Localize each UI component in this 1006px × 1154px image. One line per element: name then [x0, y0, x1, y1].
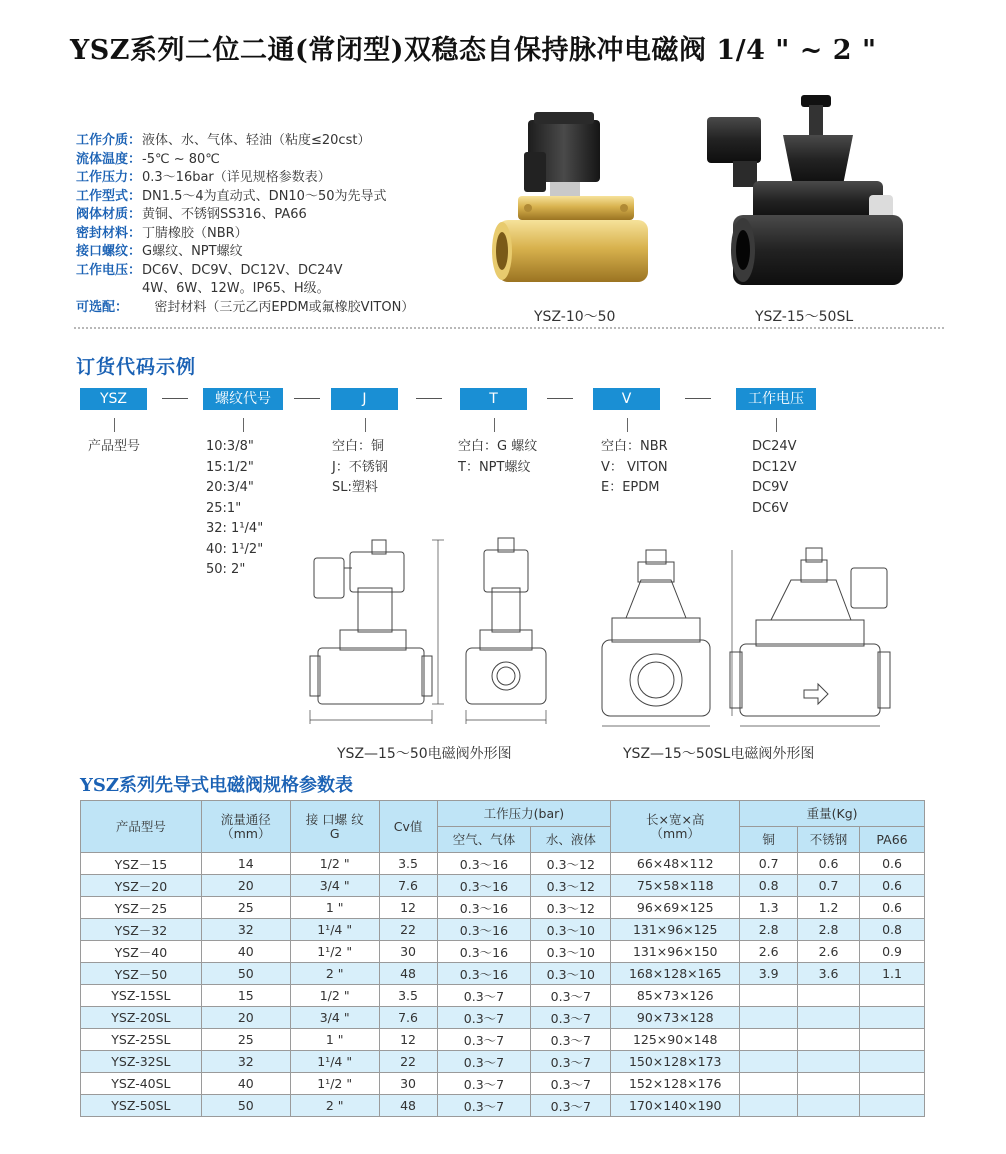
spec-value: 丁腈橡胶（NBR）: [142, 225, 248, 241]
spec-value: -5℃ ~ 80℃: [142, 151, 220, 167]
code-option: 空白：G 螺纹: [458, 439, 538, 454]
table-cell: 0.3～7: [437, 1007, 531, 1029]
table-cell: 170×140×190: [611, 1095, 740, 1117]
table-cell: YSZ-25SL: [81, 1029, 202, 1051]
table-cell: 14: [201, 853, 290, 875]
table-cell: 30: [379, 1073, 437, 1095]
table-cell: 0.9: [860, 941, 925, 963]
table-cell: YSZ-50SL: [81, 1095, 202, 1117]
table-cell: 1.2: [798, 897, 860, 919]
table-cell: YSZ－32: [81, 919, 202, 941]
table-cell: [798, 1051, 860, 1073]
header-pressure-water: 水、液体: [531, 827, 611, 853]
table-row: [81, 1029, 925, 1051]
table-cell: 3.5: [379, 985, 437, 1007]
table-row: [81, 853, 925, 875]
table-cell: 1 ": [290, 1029, 379, 1051]
code-option: J：不锈钢: [332, 459, 388, 475]
spec-label: 可选配：: [76, 299, 129, 315]
drawing-caption-plastic: YSZ—15～50SL电磁阀外形图: [623, 746, 815, 762]
code-connector: [114, 418, 115, 432]
table-cell: 0.6: [860, 897, 925, 919]
spec-value: DC6V、DC9V、DC12V、DC24V: [142, 262, 343, 278]
table-cell: [798, 1029, 860, 1051]
table-cell: [798, 1007, 860, 1029]
code-box: T: [460, 388, 527, 410]
table-cell: 0.3～7: [437, 1051, 531, 1073]
code-option: 空白：铜: [332, 439, 385, 454]
table-cell: 131×96×125: [611, 919, 740, 941]
spec-value: 4W、6W、12W。IP65、H级。: [142, 281, 330, 296]
table-cell: 0.8: [740, 875, 798, 897]
header-weight-copper: 铜: [740, 827, 798, 853]
table-cell: 2.6: [798, 941, 860, 963]
table-cell: 48: [379, 1095, 437, 1117]
table-cell: 3.6: [798, 963, 860, 985]
table-cell: 168×128×165: [611, 963, 740, 985]
table-cell: [798, 985, 860, 1007]
table-cell: 2 ": [290, 1095, 379, 1117]
table-cell: [860, 1051, 925, 1073]
table-cell: 0.7: [798, 875, 860, 897]
header-pressure: 工作压力(bar): [437, 801, 611, 827]
spec-row: [76, 169, 414, 188]
code-option: DC9V: [752, 480, 789, 495]
table-cell: 20: [201, 1007, 290, 1029]
table-cell: 0.6: [860, 875, 925, 897]
table-cell: 90×73×128: [611, 1007, 740, 1029]
table-cell: 0.3～16: [437, 941, 531, 963]
table-cell: YSZ-20SL: [81, 1007, 202, 1029]
table-cell: 152×128×176: [611, 1073, 740, 1095]
code-connector: [365, 418, 366, 432]
table-cell: 0.3～10: [531, 963, 611, 985]
header-weight-steel: 不锈钢: [798, 827, 860, 853]
order-code-title: 订货代码示例: [76, 356, 197, 378]
header-dims: 长×宽×高 （mm）: [611, 801, 740, 853]
table-cell: 1 ": [290, 897, 379, 919]
header-thread: 接 口螺 纹 G: [290, 801, 379, 853]
code-option: SL:塑料: [332, 480, 378, 495]
header-flow: 流量通径 （mm）: [201, 801, 290, 853]
table-cell: 22: [379, 919, 437, 941]
table-cell: 3.5: [379, 853, 437, 875]
table-cell: YSZ－20: [81, 875, 202, 897]
section-divider: [74, 327, 944, 329]
code-separator: [294, 398, 320, 399]
table-cell: YSZ-32SL: [81, 1051, 202, 1073]
photo-caption-plastic: YSZ-15～50SL: [755, 309, 854, 325]
code-option: E：EPDM: [601, 480, 660, 495]
spec-label: 工作型式：: [76, 188, 142, 204]
code-separator: [685, 398, 711, 399]
table-cell: YSZ－15: [81, 853, 202, 875]
table-cell: [860, 985, 925, 1007]
spec-label: 阀体材质：: [76, 207, 142, 222]
table-cell: 0.3～7: [531, 1073, 611, 1095]
code-separator: [162, 398, 188, 399]
spec-row: [76, 262, 414, 281]
spec-row: [76, 206, 414, 225]
table-cell: 3/4 ": [290, 1007, 379, 1029]
table-cell: 2.6: [740, 941, 798, 963]
table-cell: 15: [201, 985, 290, 1007]
table-cell: 50: [201, 963, 290, 985]
table-cell: [860, 1007, 925, 1029]
spec-row: [76, 225, 414, 244]
table-cell: 22: [379, 1051, 437, 1073]
code-option: 32: 1¹/4": [206, 521, 264, 536]
code-separator: [547, 398, 573, 399]
table-row: [81, 1095, 925, 1117]
spec-label: 工作电压：: [76, 262, 142, 278]
code-option: DC6V: [752, 500, 789, 516]
spec-row: [76, 132, 414, 151]
code-option: 10:3/8": [206, 439, 254, 454]
code-box: 工作电压: [736, 388, 816, 410]
code-option: DC24V: [752, 439, 797, 454]
table-cell: 1¹/4 ": [290, 1051, 379, 1073]
table-cell: 48: [379, 963, 437, 985]
header-pressure-air: 空气、气体: [437, 827, 531, 853]
code-connector: [627, 418, 628, 432]
table-cell: 0.3～7: [531, 1051, 611, 1073]
table-cell: 1.3: [740, 897, 798, 919]
table-cell: 25: [201, 897, 290, 919]
spec-row: [76, 280, 414, 299]
table-cell: 2 ": [290, 963, 379, 985]
table-cell: 0.7: [740, 853, 798, 875]
code-option: 50: 2": [206, 562, 246, 577]
spec-value: 黄铜、不锈钢SS316、PA66: [142, 207, 307, 222]
table-row: [81, 875, 925, 897]
code-box: YSZ: [80, 388, 147, 410]
header-model: 产品型号: [81, 801, 202, 853]
table-cell: [860, 1029, 925, 1051]
page-title: YSZ系列二位二通(常闭型)双稳态自保持脉冲电磁阀 1/4 " ~ 2 ": [70, 35, 877, 66]
table-cell: [740, 985, 798, 1007]
table-cell: 125×90×148: [611, 1029, 740, 1051]
table-cell: 7.6: [379, 1007, 437, 1029]
code-option: 产品型号: [88, 439, 141, 454]
header-cv: Cv值: [379, 801, 437, 853]
spec-value: 密封材料（三元乙丙EPDM或氟橡胶VITON）: [142, 299, 415, 315]
code-box: V: [593, 388, 660, 410]
spec-table: [80, 800, 925, 1117]
table-cell: 0.3～10: [531, 919, 611, 941]
table-cell: 20: [201, 875, 290, 897]
code-option: T：NPT螺纹: [458, 459, 531, 475]
code-options: [601, 437, 668, 499]
table-row: [81, 919, 925, 941]
table-cell: [740, 1073, 798, 1095]
code-options: [88, 437, 140, 458]
table-cell: YSZ-15SL: [81, 985, 202, 1007]
code-options: [752, 437, 797, 519]
table-cell: YSZ-40SL: [81, 1073, 202, 1095]
code-options: [458, 437, 537, 478]
table-cell: 0.3～12: [531, 875, 611, 897]
code-option: DC12V: [752, 459, 797, 475]
code-connector: [243, 418, 244, 432]
table-row: [81, 897, 925, 919]
plastic-valve-photo: [703, 95, 913, 295]
table-cell: 0.3～7: [437, 985, 531, 1007]
drawing-caption-standard: YSZ—15～50电磁阀外形图: [337, 746, 512, 762]
code-option: V： VITON: [601, 459, 668, 475]
spec-label: 工作介质：: [76, 133, 142, 148]
photo-caption-brass: YSZ-10～50: [534, 309, 616, 325]
table-cell: 32: [201, 919, 290, 941]
table-cell: 0.3～7: [437, 1029, 531, 1051]
code-connector: [494, 418, 495, 432]
table-cell: [798, 1073, 860, 1095]
header-weight: 重量(Kg): [740, 801, 925, 827]
table-cell: 0.3～7: [437, 1073, 531, 1095]
drawing-plastic-valve: [596, 540, 902, 740]
table-row: [81, 963, 925, 985]
spec-label: 工作压力：: [76, 170, 142, 185]
table-cell: 32: [201, 1051, 290, 1073]
spec-value: 0.3～16bar（详见规格参数表）: [142, 170, 331, 185]
table-cell: 2.8: [798, 919, 860, 941]
table-row: [81, 1007, 925, 1029]
spec-list: [76, 132, 414, 317]
table-cell: [860, 1073, 925, 1095]
table-cell: [740, 1029, 798, 1051]
drawing-standard-valve: [300, 528, 570, 734]
table-cell: 0.3～12: [531, 853, 611, 875]
spec-label: [76, 280, 142, 299]
table-cell: 3/4 ": [290, 875, 379, 897]
table-cell: 1¹/4 ": [290, 919, 379, 941]
table-cell: 0.3～16: [437, 919, 531, 941]
table-cell: 2.8: [740, 919, 798, 941]
table-cell: 40: [201, 1073, 290, 1095]
table-cell: 0.3～10: [531, 941, 611, 963]
table-cell: 0.8: [860, 919, 925, 941]
table-cell: 1¹/2 ": [290, 941, 379, 963]
table-cell: [740, 1095, 798, 1117]
table-cell: 85×73×126: [611, 985, 740, 1007]
table-cell: 0.3～16: [437, 875, 531, 897]
table-cell: YSZ－50: [81, 963, 202, 985]
spec-row: [76, 188, 414, 207]
table-cell: 1.1: [860, 963, 925, 985]
table-row: [81, 1073, 925, 1095]
table-cell: 0.3～16: [437, 853, 531, 875]
code-option: 25:1": [206, 500, 242, 516]
spec-row: [76, 299, 414, 318]
table-cell: 0.3～7: [531, 985, 611, 1007]
table-cell: 150×128×173: [611, 1051, 740, 1073]
code-option: 20:3/4": [206, 480, 254, 495]
table-cell: 25: [201, 1029, 290, 1051]
code-option: 40: 1¹/2": [206, 541, 264, 557]
table-cell: 0.6: [798, 853, 860, 875]
code-box: J: [331, 388, 398, 410]
code-separator: [416, 398, 442, 399]
table-cell: 1¹/2 ": [290, 1073, 379, 1095]
code-option: 15:1/2": [206, 459, 254, 475]
spec-value: G螺纹、NPT螺纹: [142, 244, 243, 259]
table-cell: [740, 1007, 798, 1029]
table-cell: [798, 1095, 860, 1117]
table-cell: 131×96×150: [611, 941, 740, 963]
table-cell: 0.3～16: [437, 897, 531, 919]
table-cell: YSZ－40: [81, 941, 202, 963]
table-cell: 3.9: [740, 963, 798, 985]
table-cell: 0.3～7: [531, 1095, 611, 1117]
table-cell: [860, 1095, 925, 1117]
table-cell: 0.3～12: [531, 897, 611, 919]
spec-row: [76, 151, 414, 170]
table-cell: 12: [379, 1029, 437, 1051]
table-cell: 0.3～7: [531, 1029, 611, 1051]
spec-value: 液体、水、气体、轻油（粘度≤20cst）: [142, 133, 371, 148]
code-connector: [776, 418, 777, 432]
table-cell: YSZ－25: [81, 897, 202, 919]
table-title: YSZ系列先导式电磁阀规格参数表: [80, 775, 353, 796]
spec-label: 密封材料：: [76, 225, 142, 241]
code-option: 空白：NBR: [601, 439, 668, 454]
table-row: [81, 1051, 925, 1073]
brass-valve-photo: [488, 112, 658, 302]
code-options: [206, 437, 263, 581]
table-cell: 30: [379, 941, 437, 963]
code-box: 螺纹代号: [203, 388, 283, 410]
table-cell: 96×69×125: [611, 897, 740, 919]
table-cell: 0.3～16: [437, 963, 531, 985]
spec-label: 流体温度：: [76, 151, 142, 167]
spec-label: 接口螺纹：: [76, 244, 142, 259]
table-cell: 7.6: [379, 875, 437, 897]
table-cell: 0.3～7: [437, 1095, 531, 1117]
table-cell: 75×58×118: [611, 875, 740, 897]
table-row: [81, 985, 925, 1007]
table-cell: 50: [201, 1095, 290, 1117]
table-cell: 0.3～7: [531, 1007, 611, 1029]
table-cell: 12: [379, 897, 437, 919]
table-cell: 40: [201, 941, 290, 963]
table-cell: 66×48×112: [611, 853, 740, 875]
table-cell: 1/2 ": [290, 985, 379, 1007]
table-cell: [740, 1051, 798, 1073]
table-cell: 1/2 ": [290, 853, 379, 875]
table-cell: 0.6: [860, 853, 925, 875]
header-weight-pa66: PA66: [860, 827, 925, 853]
spec-row: [76, 243, 414, 262]
table-row: [81, 941, 925, 963]
code-options: [332, 437, 388, 499]
spec-value: DN1.5～4为直动式、DN10～50为先导式: [142, 188, 387, 204]
